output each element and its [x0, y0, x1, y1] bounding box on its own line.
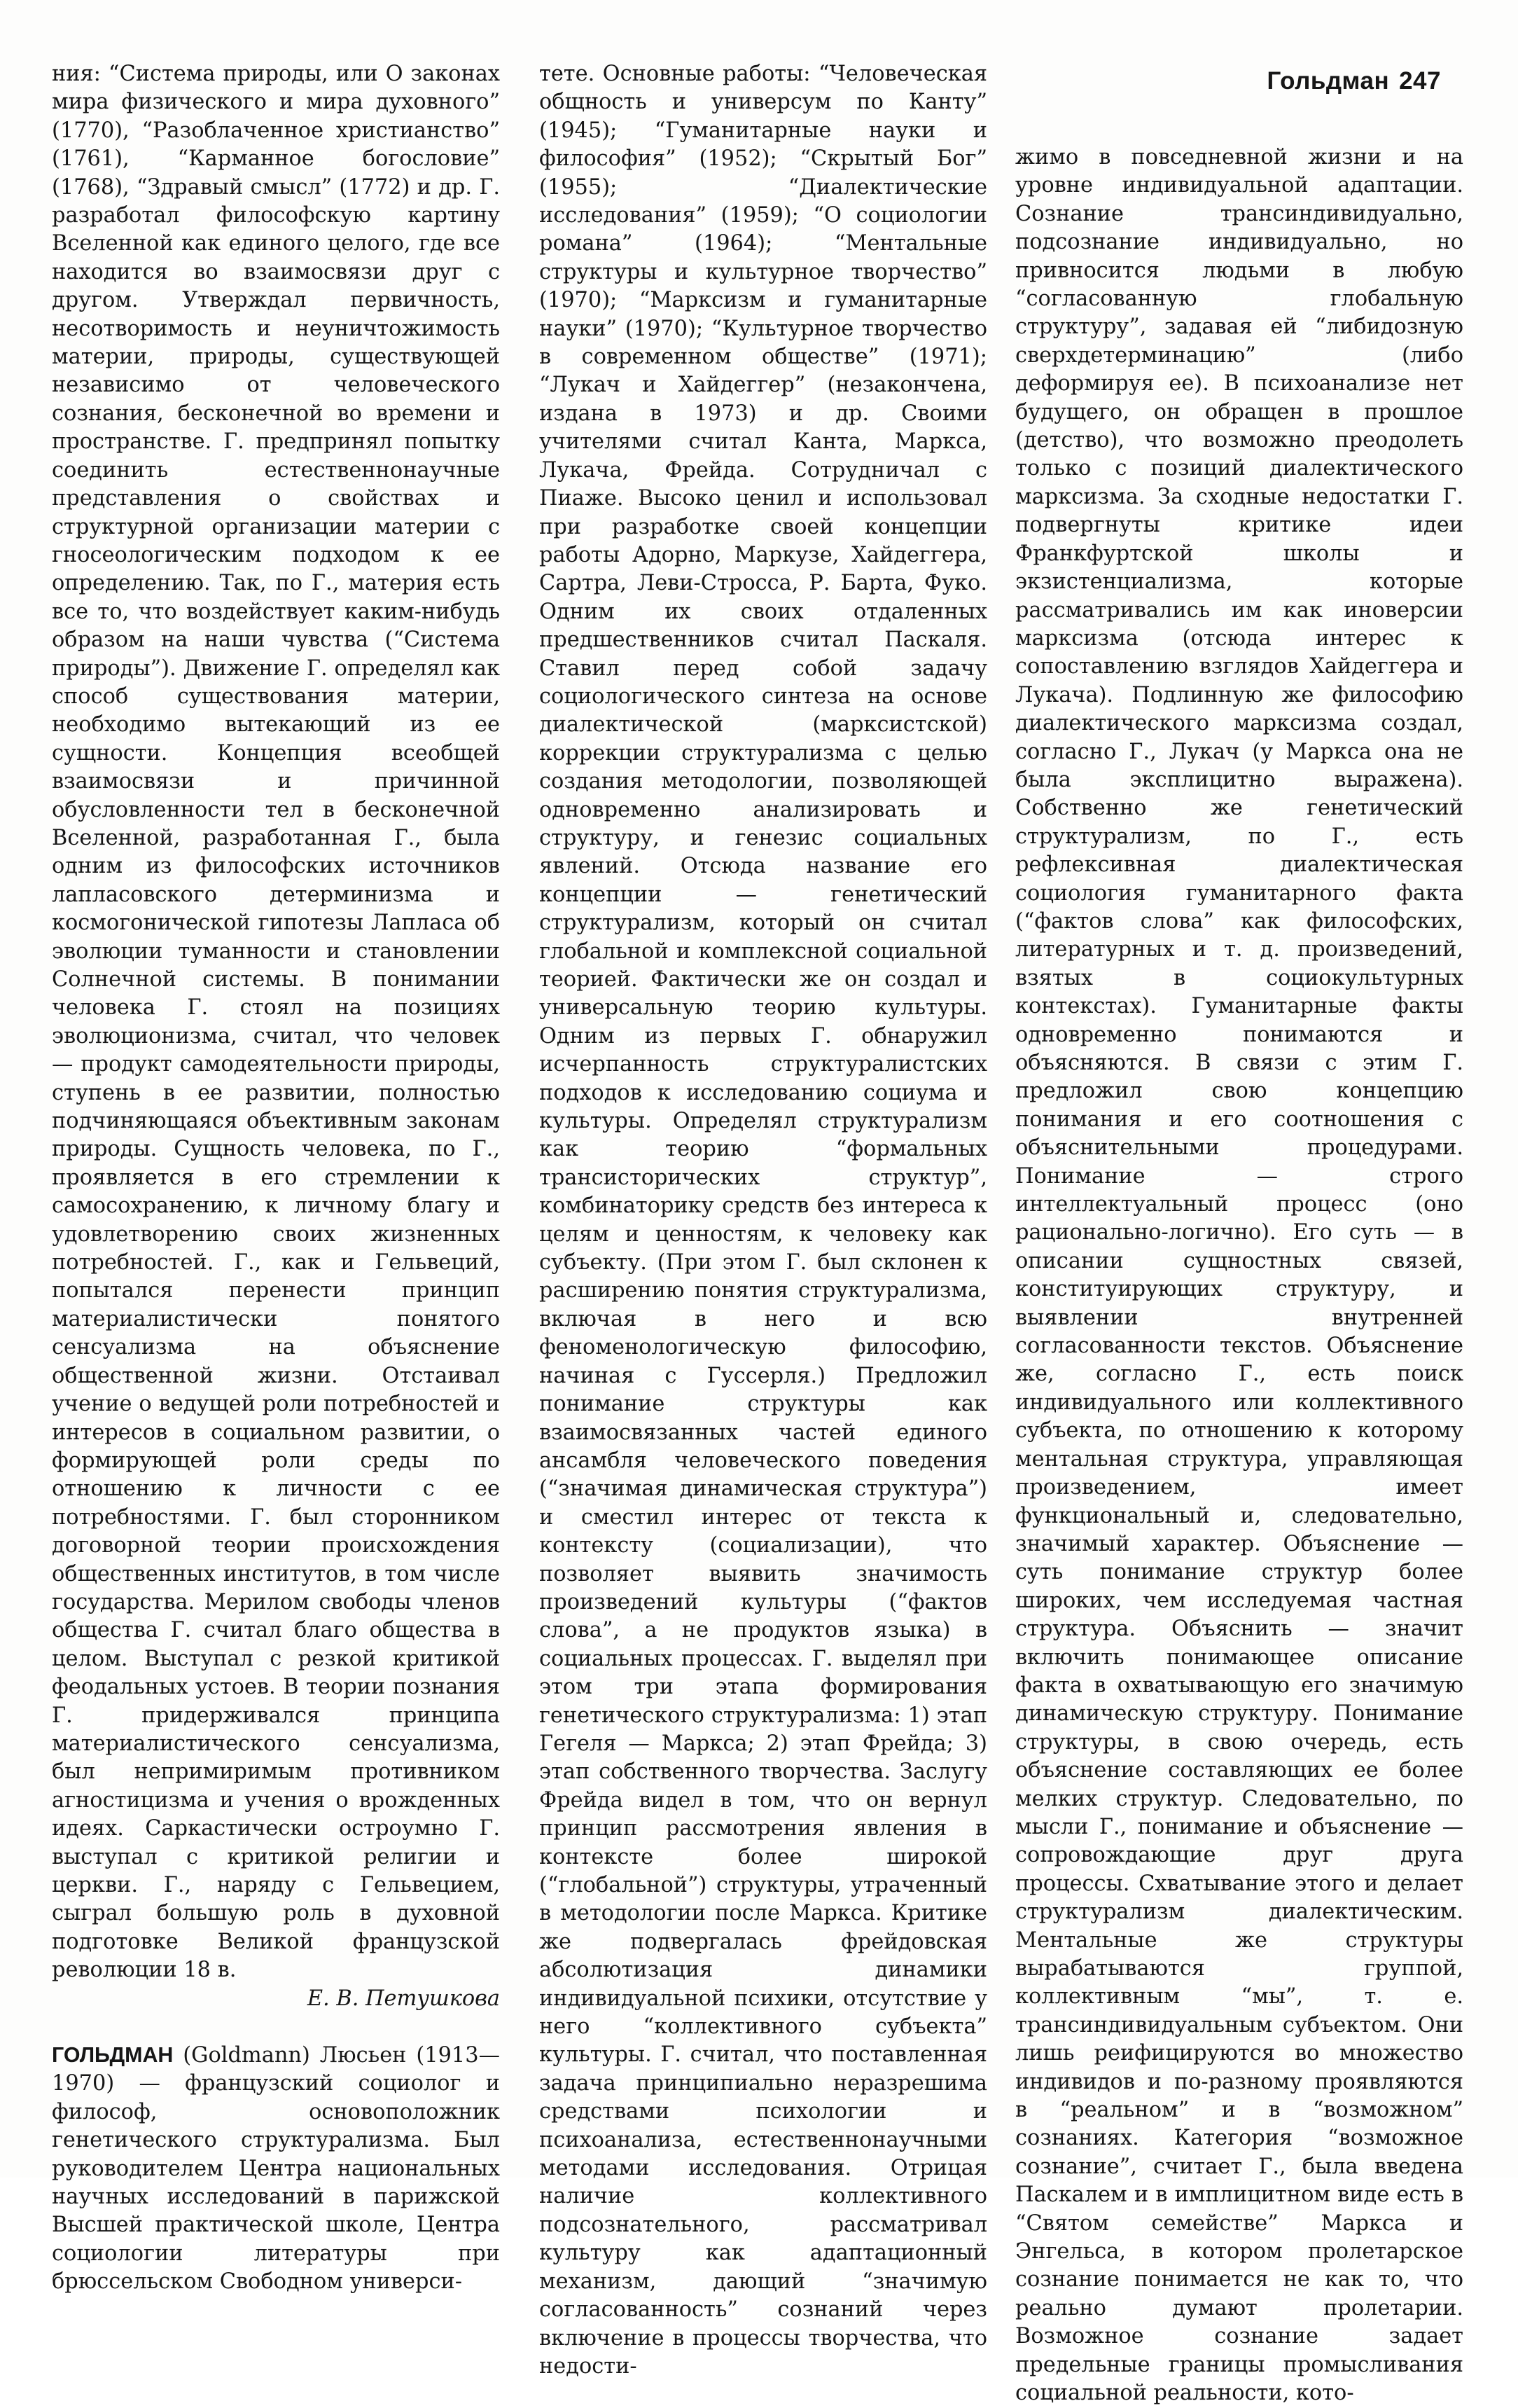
holbach-article-text: ния: “Система природы, или О законах мира физического и мира духовного” (1770), “Разоблаченное христианство” (1761), “Карманное богословие” (1768), “Здравый смысл” (1772) и др. Г. разработал философскую картину Вселенной как единого целого, где все находится во взаимосвязи друг с другом. Утверждал первичность, несотворимость и неуничтожимость материи, природы, существующей независимо от человеческого сознания, бесконечной во времени и пространстве. Г. предпринял попытку соединить естественнонаучные представления о свойствах и структурной организации материи с гносеологическим подходом к ее определению. Так, по Г., материя есть все то, что воздействует каким-нибудь образом на наши чувства (“Система природы”). Движение Г. определял как способ существования материи, необходимо вытекающий из ее сущности. Концепция всеобщей взаимосвязи и причинной обусловленности тел в бесконечной Вселенной, разработанная Г., была одним из философских источников лапласовского детерминизма и космогонической гипотезы Лапласа об эволюции туманности и становлении Солнечной системы. В понимании человека Г. стоял на позициях эволюционизма, считал, что человек — продукт самодеятельности природы, ступень в ее развитии, полностью подчиняющаяся объективным законам природы. Сущность человека, по Г., проявляется в его стремлении к самосохранению, к личному благу и удовлетворению своих жизненных потребностей. Г., как и Гельвеций, попытался перенести принцип материалистически понятого сенсуализма на объяснение общественной жизни. Отстаивал учение о ведущей роли потребностей и интересов в социальном развитии, о формирующей роли среды по отношению к личности с ее потребностями. Г. был сторонником договорной теории происхождения общественных институтов, в том числе государства. Мерилом свободы членов общества Г. считал благо общества в целом. Выступал с резкой критикой феодальных устоев. В теории познания Г. придерживался принципа материалистического сенсуализма, был непримиримым противником агностицизма и учения о врожденных идеях. Саркастически остроумно Г. выступал с критикой религии и церкви. Г., наряду с Гельвецием, сыграл большую роль в духовной подготовке Великой французской революции 18 в.	[52, 62, 500, 1983]
goldmann-article-text-2: тете. Основные работы: “Человеческая общность и универсум по Канту” (1945); “Гуманитарные науки и философия” (1952); “Скрытый Бог” (1955); “Диалектические исследования” (1959); “О социологии романа” (1964); “Ментальные структуры и культурное творчество” (1970); “Марксизм и гуманитарные науки” (1970); “Культурное творчество в современном обществе” (1971); “Лукач и Хайдеггер” (незаконченa, издана в 1973) и др. Своими учителями считал Канта, Маркса, Лукача, Фрейда. Сотрудничал с Пиаже. Высоко ценил и использовал при разработке своей концепции работы Адорно, Маркузе, Хайдеггера, Сартра, Леви-Стросса, Р. Барта, Фуко. Одним их своих отдаленных предшественников считал Паскаля. Ставил перед собой задачу социологического синтеза на основе диалектической (марксистской) коррекции структурализма с целью создания методологии, позволяющей одновременно анализировать и структуру, и генезис социальных явлений. Отсюда название его концепции — генетический структурализм, который он считал глобальной и комплексной социальной теорией. Фактически же он создал и универсальную теорию культуры. Одним из первых Г. обнаружил исчерпанность структуралистских подходов к исследованию социума и культуры. Определял структурализм как теорию “формальных трансисторических структур”, комбинаторику средств без интереса к целям и ценностям, к человеку как субъекту. (При этом Г. был склонен к расширению понятия структурализма, включая в него и всю феноменологическую философию, начиная с Гуссерля.) Предложил понимание структуры как взаимосвязанных частей единого ансамбля человеческого поведения (“значимая динамическая структура”) и сместил интерес от текста к контексту (социализации), что позволяет выявить значимость произведений культуры (“фактов слова”, а не продуктов языка) в социальных процессах. Г. выделял при этом три этапа формирования генетического структурализма: 1) этап Гегеля — Маркса; 2) этап Фрейда; 3) этап собственного творчества. Заслугу Фрейда видел в том, что он вернул принцип рассмотрения явления в контексте более широкой (“глобальной”) структуры, утраченный в методологии после Маркса. Критике же подвергалась фрейдовская абсолютизация динамики индивидуальной психики, отсутствие у него “коллективного субъекта” культуры. Г. считал, что поставленная задача принципиально неразрешима средствами психологии и психоанализа, естественнонаучными методами исследования. Отрицая наличие коллективного подсознательного, рассматривал культуру как адаптационный механизм, дающий “значимую согласованность” сознаний через включение в процессы творчества, что недости-	[539, 62, 987, 2379]
text-column-3	[1015, 144, 1463, 2408]
running-head-title: Гольдман	[1267, 67, 1390, 95]
page-number: 247	[1399, 67, 1441, 95]
author-signature: Е. В. Петушкова	[307, 1986, 500, 2011]
text-column-1	[52, 60, 500, 2297]
text-column-2	[539, 60, 987, 2381]
running-head	[1267, 67, 1441, 95]
entry-headword: ГОЛЬДМАН	[52, 2043, 174, 2068]
goldmann-article-text-3: жимо в повседневной жизни и на уровне индивидуальной адаптации. Сознание трансиндивидуально, подсознание индивидуально, но привносится людьми в любую “согласованную глобальную структуру”, задавая ей “либидозную сверхдетерминацию” (либо деформируя ее). В психоанализе нет будущего, он обращен в прошлое (детство), что возможно преодолеть только с позиций диалектического марксизма. За сходные недостатки Г. подвергнуты критике идеи Франкфуртской школы и экзистенциализма, которые рассматривались им как иноверсии марксизма (отсюда интерес к сопоставлению взглядов Хайдеггера и Лукача). Подлинную же философию диалектического марксизма создал, согласно Г., Лукач (у Маркса она не была эксплицитно выражена). Собственно же генетический структурализм, по Г., есть рефлексивная диалектическая социология гуманитарного факта (“фактов слова” как философских, литературных и т. д. произведений, взятых в социокультурных контекстах). Гуманитарные факты одновременно понимаются и объясняются. В связи с этим Г. предложил свою концепцию понимания и его соотношения с объяснительными процедурами. Понимание — строго интеллектуальный процесс (оно рационально-логично). Его суть — в описании сущностных связей, конституирующих структуру, и выявлении внутренней согласованности текстов. Объяснение же, согласно Г., есть поиск индивидуального или коллективного субъекта, по отношению к которому ментальная структура, управляющая произведением, имеет функциональный и, следовательно, значимый характер. Объяснение — суть понимание структур более широких, чем исследуемая частная структура. Объяснить — значит включить понимающее описание факта в охватывающую его значимую динамическую структуру. Понимание структуры, в свою очередь, есть объяснение составляющих ее более мелких структур. Следовательно, по мысли Г., понимание и объяснение — сопровождающие друг друга процессы. Схватывание этого и делает структурализм диалектическим. Ментальные же структуры вырабатываются группой, коллективным “мы”, т. е. трансиндивидуальным субъектом. Они лишь реифицируются во множество индивидов и по-разному проявляются в “реальном” и в “возможном” сознаниях. Категория “возможное сознание”, считает Г., была введена Паскалем и в имплицитном виде есть в “Святом семействе” Маркса и Энгельса, в котором пролетарское сознание понимается не как то, что реально думают пролетарии. Возможное сознание задает предельные границы промысливания социальной реальности, кото-	[1015, 145, 1463, 2406]
goldmann-entry-intro: (Goldmann) Люсьен (1913—1970) — французский социолог и философ, основоположник генетического структурализма. Был руководителем Центра национальных научных исследований в парижской Высшей практической школе, Центра социологии литературы при брюссельском Свободном универси-	[52, 2043, 500, 2295]
goldmann-entry-start	[52, 2041, 500, 2297]
